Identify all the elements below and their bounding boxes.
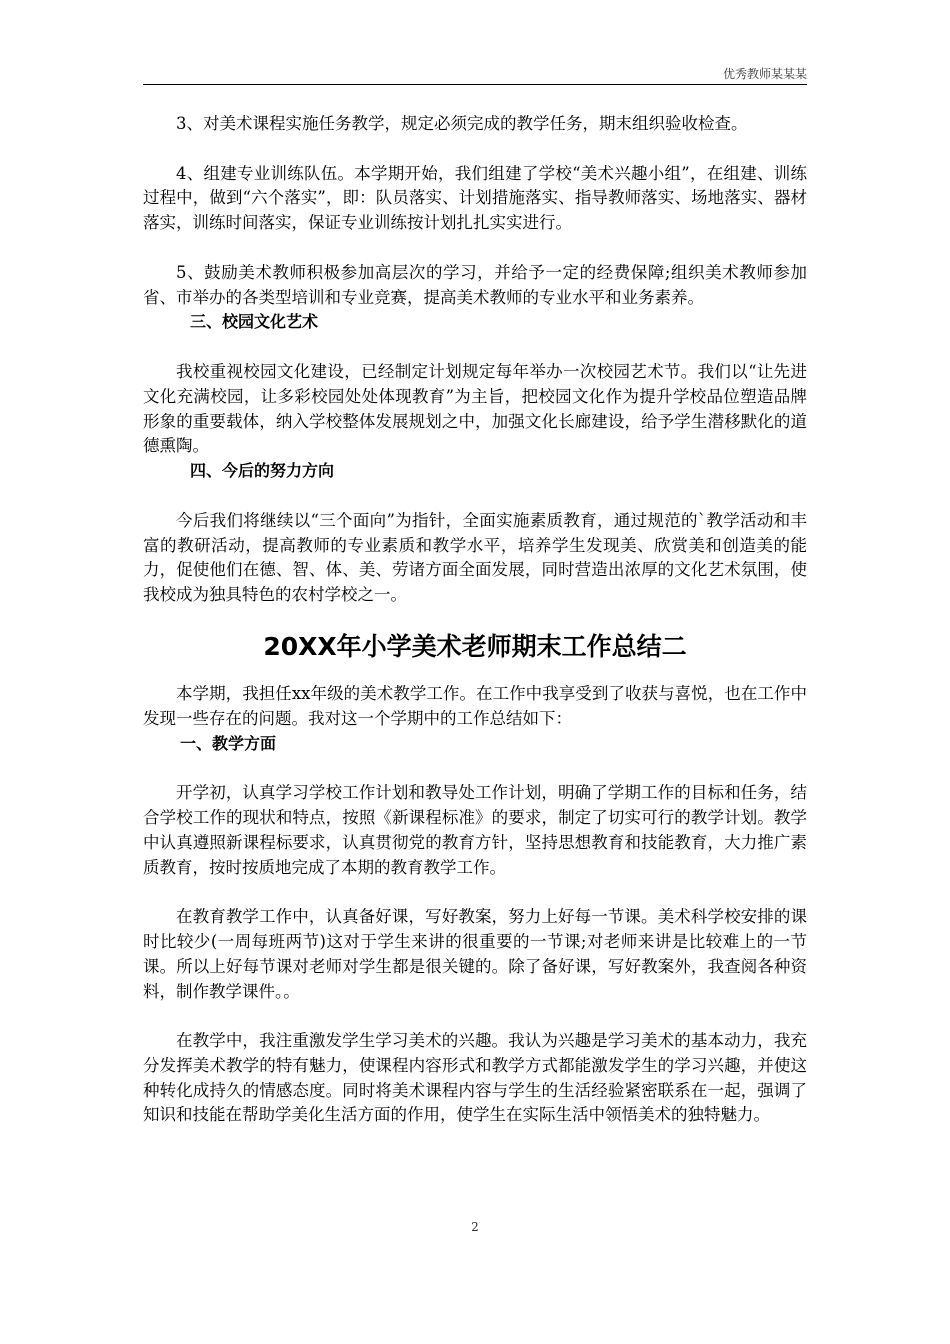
paragraph-lesson-prep: 在教育教学工作中，认真备好课，写好教案，努力上好每一节课。美术科学校安排的课时比较少(一周每班两节)这对于学生来讲的很重要的一节课;对老师来讲是比较难上的一节课。所以上好每节课对老师对学生都是很关键的。除了备好课，写好教案外，我查阅各种资料，制作教学课件。。 <box>143 907 807 1001</box>
paragraph-item-3: 3、对美术课程实施任务教学，规定必须完成的教学任务，期末组织验收检查。 <box>176 114 748 133</box>
document-title: 20XX年小学美术老师期末工作总结二 <box>263 631 687 661</box>
page-header <box>143 66 807 85</box>
paragraph-teaching-plan: 开学初，认真学习学校工作计划和教导处工作计划，明确了学期工作的目标和任务，结合学校工作的现状和特点，按照《新课程标准》的要求，制定了切实可行的教学计划。教学中认真遵照新课程标要求，认真贯彻党的教育方针，坚持思想教育和技能教育，大力推广素质教育，按时按质地完成了本期的教育教学工作。 <box>143 783 807 877</box>
paragraph-item-4: 4、组建专业训练队伍。本学期开始，我们组建了学校“美术兴趣小组”，在组建、训练过程中，做到“六个落实”，即：队员落实、计划措施落实、指导教师落实、场地落实、器材落实，训练时间落实，保证专业训练按计划扎扎实实进行。 <box>143 163 807 233</box>
paragraph-intro: 本学期，我担任xx年级的美术教学工作。在工作中我享受到了收获与喜悦，也在工作中发现一些存在的问题。我对这一个学期中的工作总结如下： <box>143 683 807 728</box>
paragraph-future-direction: 今后我们将继续以“三个面向”为指针，全面实施素质教育，通过规范的`教学活动和丰富的教研活动，提高教师的专业素质和教学水平，培养学生发现美、欣赏美和创造美的能力，促使他们在德、智、体、美、劳诸方面全面发展，同时营造出浓厚的文化艺术氛围，使我校成为独具特色的农村学校之一。 <box>143 510 807 605</box>
section-heading-campus-culture: 三、校园文化艺术 <box>190 312 319 332</box>
paragraph-student-interest: 在教学中，我注重激发学生学习美术的兴趣。我认为兴趣是学习美术的基本动力，我充分发挥美术教学的特有魅力，使课程内容形式和教学方式都能激发学生的学习兴趣，并使这种转化成持久的情感态度。同时将美术课程内容与学生的生活经验紧密联系在一起，强调了知识和技能在帮助学美化生活方面的作用，使学生在实际生活中领悟美术的独特魅力。 <box>143 1031 807 1125</box>
paragraph-campus-culture: 我校重视校园文化建设，已经制定计划规定每年举办一次校园艺术节。我们以“让先进文化充满校园，让多彩校园处处体现教育”为主旨，把校园文化作为提升学校品位塑造品牌形象的重要载体，纳入学校整体发展规划之中，加强文化长廊建设，给予学生潜移默化的道德熏陶。 <box>143 361 807 456</box>
document-body <box>143 112 807 1128</box>
section-heading-future-direction: 四、今后的努力方向 <box>190 461 335 481</box>
page-number: 2 <box>471 1220 479 1234</box>
header-author: 优秀教师某某某 <box>722 67 807 81</box>
paragraph-item-5: 5、鼓励美术教师积极参加高层次的学习，并给予一定的经费保障;组织美术教师参加省、市举办的各类型培训和专业竞赛，提高美术教师的专业水平和业务素养。 <box>143 262 807 307</box>
section-heading-teaching: 一、教学方面 <box>180 733 277 753</box>
